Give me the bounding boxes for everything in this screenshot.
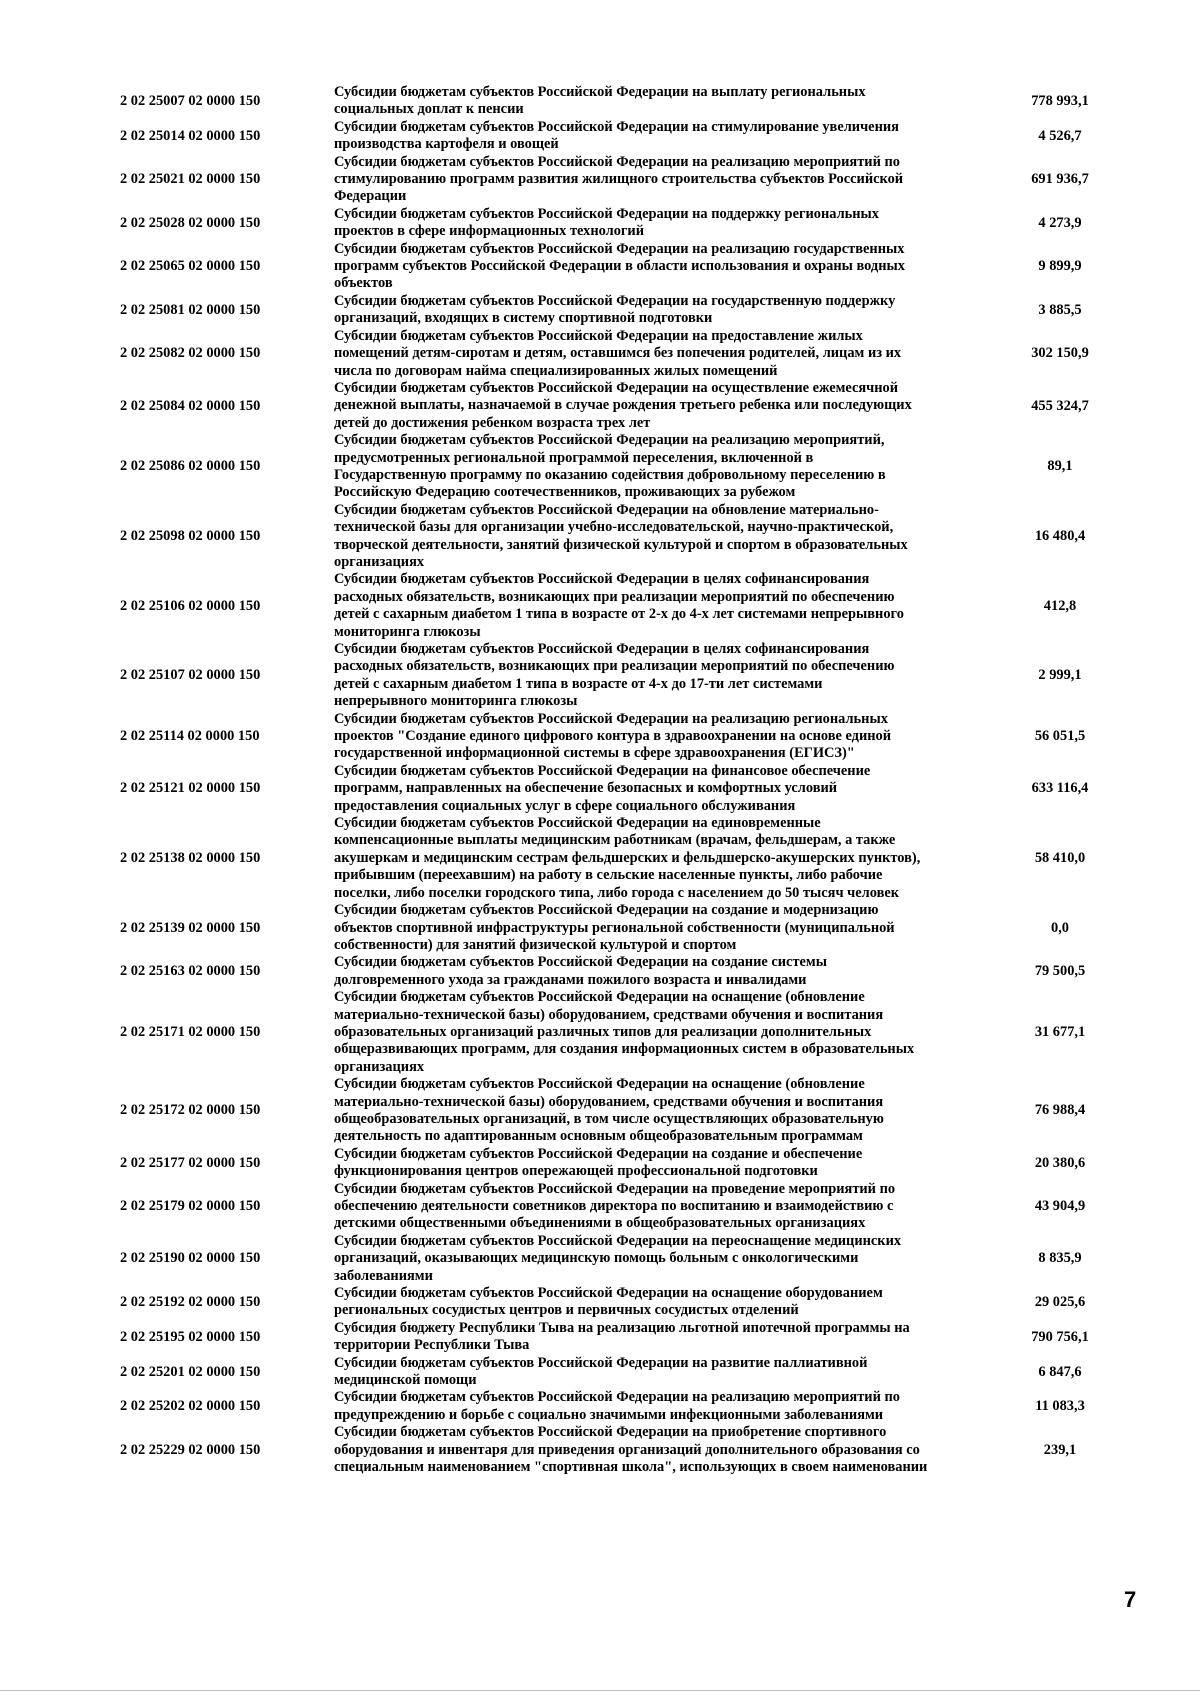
subsidy-description [334, 1320, 964, 1355]
amount-value: 239,1 [1043, 1441, 1077, 1458]
description-line: предусмотренных региональной программой переселения, включенной в [334, 449, 814, 466]
table-row [0, 1320, 1200, 1355]
budget-code [120, 84, 320, 119]
budget-code-text: 2 02 25190 02 0000 150 [120, 1250, 261, 1267]
description-line: Субсидии бюджетам субъектов Российской Федерации на реализацию мероприятий, [334, 432, 885, 449]
amount-value: 56 051,5 [1034, 728, 1086, 745]
budget-code-text: 2 02 25192 02 0000 150 [120, 1293, 261, 1310]
amount [990, 84, 1130, 119]
budget-code [120, 328, 320, 380]
table-row [0, 1355, 1200, 1390]
description-line: обеспечению деятельности советников директора по воспитанию и взаимодействию с [334, 1198, 894, 1214]
budget-code-text: 2 02 25065 02 0000 150 [120, 258, 261, 275]
description-line: проектов в сфере информационных технологий [334, 223, 645, 240]
description-line: Субсидии бюджетам субъектов Российской Федерации на создание и обеспечение [334, 1145, 863, 1162]
amount [990, 641, 1130, 711]
table-row [0, 154, 1200, 206]
budget-code-text: 2 02 25121 02 0000 150 [120, 780, 261, 797]
table-row [0, 119, 1200, 154]
budget-code-text: 2 02 25028 02 0000 150 [120, 214, 261, 231]
table-row [0, 954, 1200, 989]
description-line: Субсидия бюджету Республики Тыва на реализацию льготной ипотечной программы на [334, 1319, 910, 1336]
subsidy-description [334, 380, 964, 432]
amount [990, 571, 1130, 641]
budget-code [120, 1233, 320, 1285]
amount [990, 1285, 1130, 1320]
budget-code-text: 2 02 25098 02 0000 150 [120, 528, 261, 545]
amount-value: 4 273,9 [1038, 214, 1082, 231]
budget-code-text: 2 02 25171 02 0000 150 [120, 1024, 261, 1041]
budget-code-text: 2 02 25172 02 0000 150 [120, 1102, 261, 1119]
budget-code-text: 2 02 25081 02 0000 150 [120, 301, 261, 318]
description-line: творческой деятельности, занятий физической культурой и спортом в образовательных [334, 536, 908, 553]
description-line: общеразвивающих программ, для создания информационных систем в образовательных [334, 1041, 915, 1058]
subsidy-description [334, 989, 964, 1076]
description-line: Субсидии бюджетам субъектов Российской Федерации на осуществление ежемесячной [334, 379, 899, 396]
amount [990, 1076, 1130, 1146]
amount-value: 633 116,4 [1031, 780, 1089, 797]
budget-code [120, 432, 320, 502]
description-line: организациях [334, 1058, 425, 1075]
budget-code-text: 2 02 25021 02 0000 150 [120, 171, 261, 188]
description-line: детскими общественными объединениями в общеобразовательных организациях [334, 1215, 866, 1232]
budget-code [120, 241, 320, 293]
amount [990, 1146, 1130, 1181]
table-row [0, 241, 1200, 293]
description-line: детей с сахарным диабетом 1 типа в возрасте от 2-х до 4-х лет системами непрерывного [334, 606, 904, 623]
subsidy-description [334, 641, 964, 711]
budget-code [120, 1320, 320, 1355]
description-line: проектов "Создание единого цифрового контура в здравоохранении на основе единой [334, 728, 892, 745]
amount-value: 455 324,7 [1031, 397, 1089, 414]
budget-code [120, 380, 320, 432]
budget-code [120, 641, 320, 711]
budget-code [120, 711, 320, 763]
amount-value: 412,8 [1043, 597, 1077, 614]
description-line: расходных обязательств, возникающих при реализации мероприятий по обеспечению [334, 588, 895, 605]
description-line: специальным наименованием "спортивная школа", использующих в своем наименовании [334, 1459, 928, 1476]
subsidy-description [334, 1146, 964, 1181]
description-line: Субсидии бюджетам субъектов Российской Федерации на оснащение оборудованием [334, 1285, 883, 1302]
amount [990, 241, 1130, 293]
amount-value: 4 526,7 [1038, 127, 1082, 144]
amount [990, 432, 1130, 502]
budget-code [120, 206, 320, 241]
amount-value: 76 988,4 [1034, 1102, 1086, 1119]
description-line: региональных сосудистых центров и первичных сосудистых отделений [334, 1302, 799, 1319]
description-line: прибывшим (переехавшим) на работу в сельские населенные пункты, либо рабочие [334, 867, 883, 884]
description-line: компенсационные выплаты медицинским работникам (врачам, фельдшерам, а также [334, 832, 896, 849]
amount-value: 0,0 [1051, 919, 1069, 936]
description-line: Субсидии бюджетам субъектов Российской Федерации на реализацию мероприятий по [334, 1389, 900, 1406]
description-line: Субсидии бюджетам субъектов Российской Федерации на обновление материально- [334, 501, 879, 518]
amount [990, 711, 1130, 763]
amount [990, 1355, 1130, 1390]
description-line: Субсидии бюджетам субъектов Российской Федерации на оснащение (обновление [334, 989, 865, 1006]
amount [990, 154, 1130, 206]
table-row [0, 902, 1200, 954]
subsidy-description [334, 815, 964, 902]
amount-value: 58 410,0 [1034, 850, 1086, 867]
budget-code-text: 2 02 25007 02 0000 150 [120, 92, 261, 109]
description-line: числа по договорам найма специализированных жилых помещений [334, 362, 778, 379]
description-line: Субсидии бюджетам субъектов Российской Федерации на предоставление жилых [334, 327, 863, 344]
description-line: программ, направленных на обеспечение безопасных и комфортных условий [334, 780, 838, 797]
budget-code [120, 989, 320, 1076]
amount [990, 206, 1130, 241]
table-row [0, 1181, 1200, 1233]
amount-value: 11 083,3 [1035, 1398, 1085, 1415]
table-row [0, 763, 1200, 815]
subsidy-description [334, 119, 964, 154]
table-row [0, 328, 1200, 380]
subsidy-description [334, 502, 964, 572]
subsidy-description [334, 328, 964, 380]
table-row [0, 815, 1200, 902]
description-line: технической базы для организации учебно-исследовательской, научно-практической, [334, 519, 894, 536]
description-line: организаций, оказывающих медицинскую помощь больным с онкологическими [334, 1250, 859, 1267]
subsidy-description [334, 1076, 964, 1146]
description-line: организациях [334, 553, 425, 570]
amount [990, 328, 1130, 380]
description-line: территории Республики Тыва [334, 1337, 530, 1354]
description-line: объектов [334, 275, 393, 292]
description-line: медицинской помощи [334, 1372, 477, 1389]
description-line: программ субъектов Российской Федерации в области использования и охраны водных [334, 258, 905, 275]
description-line: Государственную программу по оказанию содействия добровольному переселению в [334, 466, 886, 483]
subsidy-description [334, 1233, 964, 1285]
amount-value: 89,1 [1047, 458, 1073, 475]
amount-value: 790 756,1 [1031, 1328, 1089, 1345]
budget-code [120, 1146, 320, 1181]
table-row [0, 432, 1200, 502]
table-row [0, 1285, 1200, 1320]
amount [990, 380, 1130, 432]
amount [990, 815, 1130, 902]
description-line: деятельность по адаптированным основным общеобразовательным программам [334, 1128, 863, 1145]
table-row [0, 711, 1200, 763]
amount [990, 1389, 1130, 1424]
budget-code-text: 2 02 25082 02 0000 150 [120, 345, 261, 362]
description-line: Субсидии бюджетам субъектов Российской Федерации на государственную поддержку [334, 292, 896, 309]
budget-code [120, 763, 320, 815]
budget-code-text: 2 02 25195 02 0000 150 [120, 1328, 261, 1345]
description-line: организаций, входящих в систему спортивной подготовки [334, 310, 713, 327]
table-row [0, 989, 1200, 1076]
budget-code-text: 2 02 25139 02 0000 150 [120, 919, 261, 936]
subsidy-description [334, 432, 964, 502]
budget-code-text: 2 02 25177 02 0000 150 [120, 1154, 261, 1171]
description-line: Субсидии бюджетам субъектов Российской Федерации на проведение мероприятий по [334, 1180, 896, 1197]
table-row [0, 641, 1200, 711]
description-line: функционирования центров опережающей профессиональной подготовки [334, 1163, 818, 1180]
description-line: Субсидии бюджетам субъектов Российской Федерации в целях софинансирования [334, 641, 870, 657]
table-row [0, 1076, 1200, 1146]
amount [990, 293, 1130, 328]
subsidy-description [334, 84, 964, 119]
budget-code [120, 502, 320, 572]
subsidy-description [334, 241, 964, 293]
amount [990, 1320, 1130, 1355]
budget-code [120, 1389, 320, 1424]
subsidy-description [334, 1181, 964, 1233]
description-line: материально-технической базы) оборудованием, средствами обучения и воспитания [334, 1006, 884, 1023]
budget-code-text: 2 02 25106 02 0000 150 [120, 597, 261, 614]
table-row [0, 84, 1200, 119]
description-line: Субсидии бюджетам субъектов Российской Федерации на оснащение (обновление [334, 1076, 865, 1093]
description-line: Субсидии бюджетам субъектов Российской Федерации на стимулирование увеличения [334, 118, 899, 135]
budget-code-text: 2 02 25084 02 0000 150 [120, 397, 261, 414]
description-line: предоставления социальных услуг в сфере социального обслуживания [334, 797, 796, 814]
description-line: общеобразовательных организаций, в том числе осуществляющих образовательную [334, 1110, 884, 1127]
table-row [0, 571, 1200, 641]
description-line: образовательных организаций различных типов для реализации дополнительных [334, 1023, 872, 1040]
description-line: детей с сахарным диабетом 1 типа в возрасте от 4-х до 17-ти лет системами [334, 675, 823, 692]
amount-value: 8 835,9 [1038, 1250, 1082, 1267]
description-line: Субсидии бюджетам субъектов Российской Федерации на развитие паллиативной [334, 1354, 868, 1371]
table-row [0, 1389, 1200, 1424]
subsidy-description [334, 571, 964, 641]
subsidy-description [334, 1355, 964, 1390]
amount-value: 29 025,6 [1034, 1293, 1086, 1310]
description-line: Субсидии бюджетам субъектов Российской Федерации на единовременные [334, 815, 821, 832]
subsidy-description [334, 954, 964, 989]
budget-code-text: 2 02 25201 02 0000 150 [120, 1363, 261, 1380]
amount [990, 954, 1130, 989]
table-row [0, 1146, 1200, 1181]
table-row [0, 1233, 1200, 1285]
description-line: Субсидии бюджетам субъектов Российской Федерации на приобретение спортивного [334, 1424, 887, 1441]
subsidy-description [334, 293, 964, 328]
description-line: Субсидии бюджетам субъектов Российской Федерации на поддержку региональных [334, 205, 879, 222]
amount [990, 763, 1130, 815]
budget-code [120, 154, 320, 206]
description-line: Субсидии бюджетам субъектов Российской Федерации в целях софинансирования [334, 571, 870, 588]
subsidy-description [334, 154, 964, 206]
description-line: Субсидии бюджетам субъектов Российской Федерации на переоснащение медицинских [334, 1232, 902, 1249]
description-line: Субсидии бюджетам субъектов Российской Федерации на реализацию мероприятий по [334, 153, 900, 170]
budget-code [120, 1355, 320, 1390]
budget-code-text: 2 02 25202 02 0000 150 [120, 1398, 261, 1415]
description-line: акушеркам и медицинским сестрам фельдшерских и фельдшерско-акушерских пунктов), [334, 849, 921, 866]
amount-value: 3 885,5 [1038, 301, 1082, 318]
subsidy-description [334, 206, 964, 241]
description-line: расходных обязательств, возникающих при реализации мероприятий по обеспечению [334, 658, 895, 675]
description-line: заболеваниями [334, 1267, 433, 1284]
table-row [0, 206, 1200, 241]
description-line: объектов спортивной инфраструктуры региональной собственности (муниципальной [334, 919, 895, 936]
subsidy-description [334, 1285, 964, 1320]
amount-value: 16 480,4 [1034, 528, 1086, 545]
budget-code [120, 119, 320, 154]
description-line: помещений детям-сиротам и детям, оставшимся без попечения родителей, лицам из их [334, 345, 902, 362]
description-line: государственной информационной системы в сфере здравоохранения (ЕГИСЗ)" [334, 745, 855, 762]
amount [990, 502, 1130, 572]
page-number: 7 [1124, 1587, 1137, 1612]
description-line: оборудования и инвентаря для приведения организаций дополнительного образования со [334, 1441, 920, 1458]
amount [990, 1181, 1130, 1233]
amount-value: 43 904,9 [1034, 1198, 1086, 1215]
description-line: предупреждению и борьбе с социально значимыми инфекционными заболеваниями [334, 1406, 884, 1423]
description-line: Субсидии бюджетам субъектов Российской Федерации на финансовое обеспечение [334, 762, 871, 779]
amount [990, 119, 1130, 154]
budget-code-text: 2 02 25086 02 0000 150 [120, 458, 261, 475]
table-row [0, 293, 1200, 328]
amount-value: 691 936,7 [1031, 171, 1089, 188]
budget-code-text: 2 02 25014 02 0000 150 [120, 127, 261, 144]
budget-code-text: 2 02 25107 02 0000 150 [120, 667, 261, 684]
subsidy-table [0, 84, 1200, 1477]
description-line: поселки, либо поселки городского типа, либо города с населением до 50 тысяч человек [334, 884, 900, 901]
amount-value: 9 899,9 [1038, 258, 1082, 275]
bottom-scan-line [0, 1690, 1200, 1691]
budget-code-text: 2 02 25114 02 0000 150 [120, 728, 260, 745]
budget-code [120, 1181, 320, 1233]
description-line: детей до достижения ребенком возраста трех лет [334, 414, 651, 431]
table-row [0, 380, 1200, 432]
subsidy-description [334, 763, 964, 815]
description-line: Субсидии бюджетам субъектов Российской Федерации на выплату региональных [334, 84, 866, 100]
subsidy-description [334, 1424, 964, 1476]
description-line: долговременного ухода за гражданами пожилого возраста и инвалидами [334, 971, 807, 988]
description-line: мониторинга глюкозы [334, 623, 481, 640]
budget-code-text: 2 02 25179 02 0000 150 [120, 1198, 261, 1215]
amount-value: 31 677,1 [1034, 1024, 1086, 1041]
budget-code [120, 954, 320, 989]
budget-code [120, 571, 320, 641]
description-line: производства картофеля и овощей [334, 136, 559, 153]
description-line: Субсидии бюджетам субъектов Российской Федерации на реализацию региональных [334, 710, 888, 727]
subsidy-description [334, 1389, 964, 1424]
description-line: денежной выплаты, назначаемой в случае рождения третьего ребенка или последующих [334, 397, 912, 414]
description-line: Российскую Федерацию соотечественников, проживающих за рубежом [334, 484, 796, 501]
description-line: собственности) для занятий физической культурой и спортом [334, 936, 737, 953]
description-line: Субсидии бюджетам субъектов Российской Федерации на создание и модернизацию [334, 902, 879, 919]
budget-code-text: 2 02 25138 02 0000 150 [120, 850, 261, 867]
amount [990, 1233, 1130, 1285]
budget-code [120, 1076, 320, 1146]
budget-code [120, 815, 320, 902]
budget-code [120, 1285, 320, 1320]
amount-value: 79 500,5 [1034, 963, 1086, 980]
table-row [0, 1424, 1200, 1476]
amount-value: 778 993,1 [1031, 92, 1089, 109]
amount [990, 989, 1130, 1076]
amount-value: 302 150,9 [1031, 345, 1089, 362]
table-row [0, 502, 1200, 572]
description-line: непрерывного мониторинга глюкозы [334, 693, 578, 710]
budget-code [120, 902, 320, 954]
description-line: Федерации [334, 188, 407, 205]
budget-code [120, 293, 320, 328]
description-line: Субсидии бюджетам субъектов Российской Федерации на реализацию государственных [334, 240, 905, 257]
description-line: стимулированию программ развития жилищного строительства субъектов Российской [334, 171, 904, 188]
subsidy-description [334, 902, 964, 954]
amount [990, 902, 1130, 954]
budget-code [120, 1424, 320, 1476]
budget-code-text: 2 02 25163 02 0000 150 [120, 963, 261, 980]
budget-code-text: 2 02 25229 02 0000 150 [120, 1441, 261, 1458]
amount-value: 2 999,1 [1038, 667, 1082, 684]
amount-value: 6 847,6 [1038, 1363, 1082, 1380]
description-line: социальных доплат к пенсии [334, 101, 524, 118]
description-line: материально-технической базы) оборудованием, средствами обучения и воспитания [334, 1093, 884, 1110]
amount-value: 20 380,6 [1034, 1154, 1086, 1171]
description-line: Субсидии бюджетам субъектов Российской Федерации на создание системы [334, 954, 827, 971]
subsidy-description [334, 711, 964, 763]
amount [990, 1424, 1130, 1476]
